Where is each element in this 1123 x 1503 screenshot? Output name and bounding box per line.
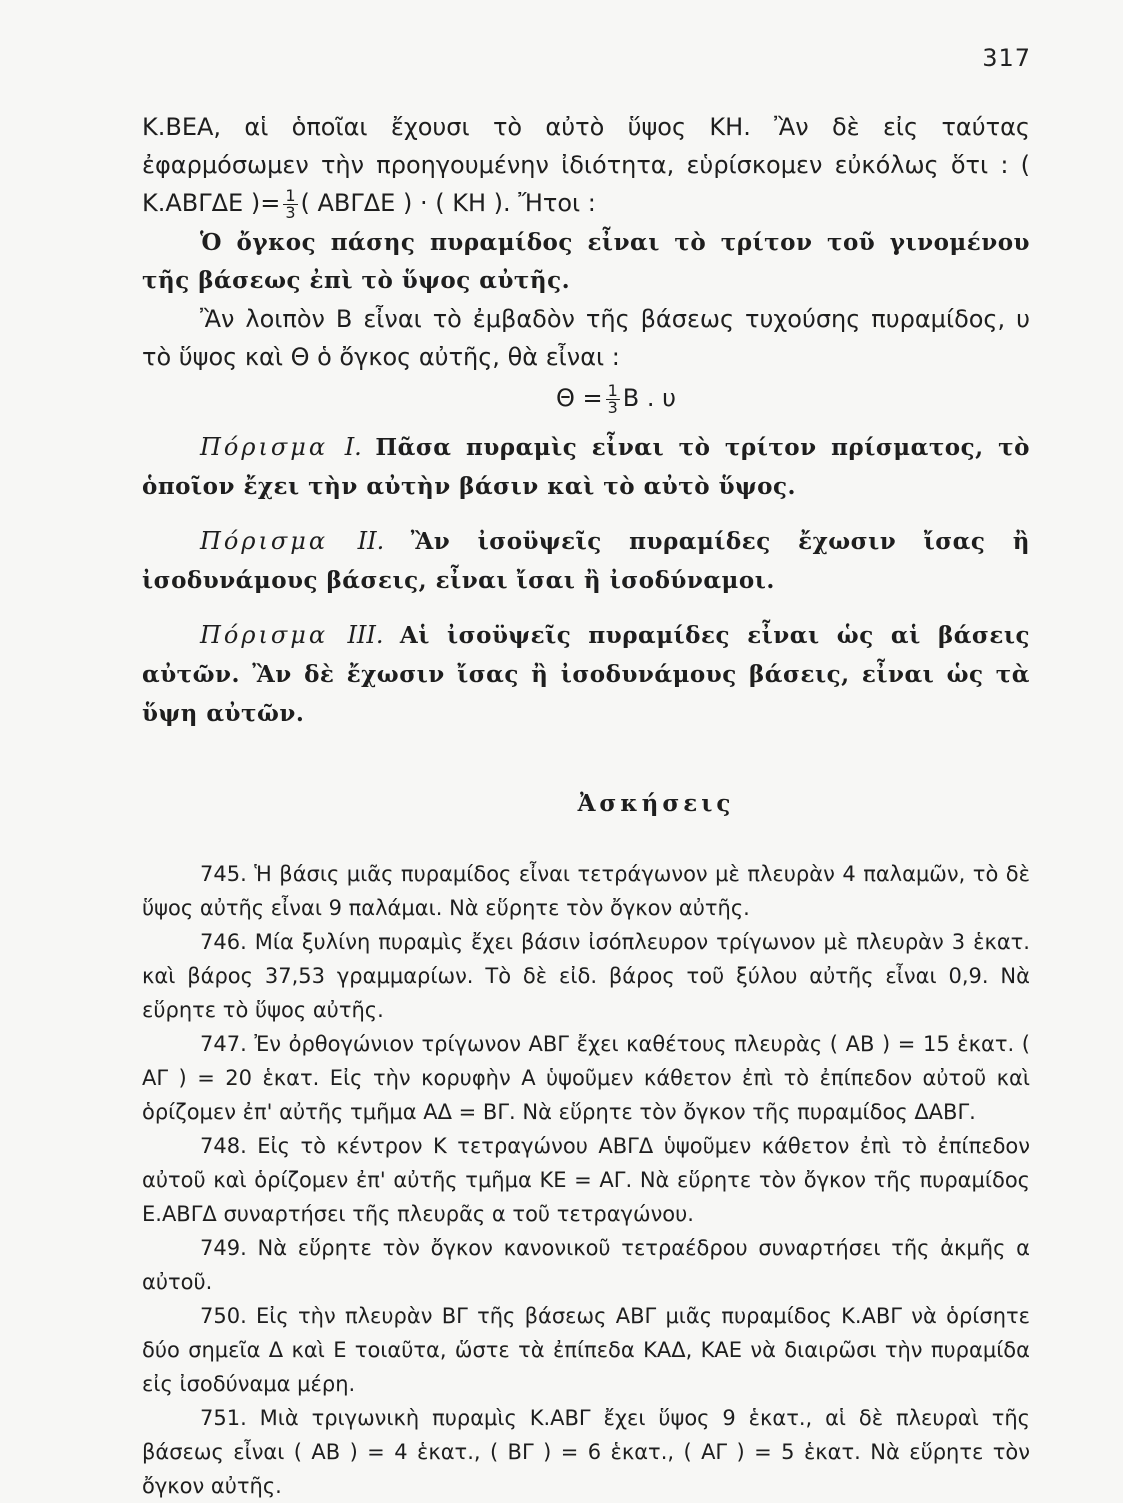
- corollary-label: [200, 527, 384, 555]
- exercise-item: 746. Μία ξυλίνη πυραμὶς ἔχει βάσιν ἰσόπλευρον τρίγωνον μὲ πλευρὰν 3 ἑκατ. καὶ βάρος 37,53 γραμμαρίων. Τὸ δὲ εἰδ. βάρος τοῦ ξύλου αὐτῆς εἶναι 0,9. Νὰ εὕρητε τὸ ὕψος αὐτῆς.: [142, 930, 1030, 1022]
- corollary-text: Αἱ ἰσοϋψεῖς πυραμίδες εἶναι ὡς αἱ βάσεις αὐτῶν. Ἂν δὲ ἔχωσιν ἴσας ἢ ἰσοδυνάμους βάσεις, εἶναι ὡς τὰ ὕψη αὐτῶν.: [142, 622, 1030, 727]
- intro-paragraph: [142, 108, 1030, 222]
- corollary-numeral: I.: [344, 433, 362, 461]
- fraction-numerator: 1: [285, 185, 296, 205]
- formula-right: Β . υ: [622, 384, 677, 412]
- formula-left: Θ =: [555, 384, 603, 412]
- corollary-text: Ἂν ἰσοϋψεῖς πυραμίδες ἔχωσιν ἴσας ἢ ἰσοδυνάμους βάσεις, εἶναι ἴσαι ἢ ἰσοδύναμοι.: [142, 528, 1030, 594]
- corollary-label: [200, 621, 384, 649]
- exercise-item: 747. Ἐν ὀρθογώνιον τρίγωνον ΑΒΓ ἔχει καθέτους πλευρὰς ( ΑΒ ) = 15 ἑκατ. ( ΑΓ ) = 20 ἑκατ. Εἰς τὴν κορυφὴν Α ὑψοῦμεν κάθετον ἐπὶ τὸ ἐπίπεδον αὐτοῦ καὶ ὁρίζομεν ἐπ' αὐτῆς τμῆμα ΑΔ = ΒΓ. Νὰ εὕρητε τὸν ὄγκον τῆς πυραμίδος ΔΑΒΓ.: [142, 1032, 1030, 1124]
- page-number: 317: [982, 44, 1031, 72]
- corollary-word: Πόρισμα: [200, 527, 329, 555]
- corollary-numeral: III.: [347, 621, 384, 649]
- exercise-item: 748. Εἰς τὸ κέντρον Κ τετραγώνου ΑΒΓΔ ὑψοῦμεν κάθετον ἐπὶ τὸ ἐπίπεδον αὐτοῦ καὶ ὁρίζομεν ἐπ' αὐτῆς τμῆμα ΚΕ = ΑΓ. Νὰ εὕρητε τὸν ὄγκον τῆς πυραμίδος Ε.ΑΒΓΔ συναρτήσει τῆς πλευρᾶς α τοῦ τετραγώνου.: [142, 1134, 1030, 1226]
- corollary-1: [142, 428, 1030, 506]
- formula-fraction-numerator: 1: [607, 380, 618, 400]
- fraction-one-third: [283, 185, 297, 222]
- exercise-item: 751. Μιὰ τριγωνικὴ πυραμὶς Κ.ΑΒΓ ἔχει ὕψος 9 ἑκατ., αἱ δὲ πλευραὶ τῆς βάσεως εἶναι ( ΑΒ ) = 4 ἑκατ., ( ΒΓ ) = 6 ἑκατ., ( ΑΓ ) = 5 ἑκατ. Νὰ εὕρητε τὸν ὄγκον αὐτῆς.: [142, 1406, 1030, 1498]
- exercise-list: [142, 857, 1030, 1503]
- formula-fraction-denominator: 3: [607, 397, 618, 417]
- corollary-3: [142, 616, 1030, 733]
- body-text: [142, 108, 1030, 1503]
- exercise-item: 750. Εἰς τὴν πλευρὰν ΒΓ τῆς βάσεως ΑΒΓ μιᾶς πυραμίδος Κ.ΑΒΓ νὰ ὁρίσητε δύο σημεῖα Δ καὶ Ε τοιαῦτα, ὥστε τὰ ἐπίπεδα ΚΑΔ, ΚΑΕ νὰ διαιρῶσι τὴν πυραμίδα εἰς ἰσοδύναμα μέρη.: [142, 1304, 1030, 1396]
- theorem-statement: Ὁ ὄγκος πάσης πυραμίδος εἶναι τὸ τρίτον τοῦ γινομένου τῆς βάσεως ἐπὶ τὸ ὕψος αὐτῆς.: [142, 229, 1030, 294]
- exercise-item: 749. Νὰ εὕρητε τὸν ὄγκον κανονικοῦ τετραέδρου συναρτήσει τῆς ἀκμῆς α αὐτοῦ.: [142, 1236, 1030, 1294]
- definition-paragraph: Ἂν λοιπὸν Β εἶναι τὸ ἐμβαδὸν τῆς βάσεως τυχούσης πυραμίδος, υ τὸ ὕψος καὶ Θ ὁ ὄγκος αὐτῆς, θὰ εἶναι :: [142, 305, 1030, 371]
- intro-formula-after: ( ΑΒΓΔΕ ) · ( ΚΗ ). Ἤτοι :: [300, 189, 596, 217]
- formula-fraction: [606, 380, 620, 417]
- fraction-denominator: 3: [285, 202, 296, 222]
- corollary-word: Πόρισμα: [200, 433, 329, 461]
- intro-formula-before: ὅτι : ( Κ.ΑΒΓΔΕ )=: [142, 151, 1030, 217]
- section-title-exercises: Ἀσκήσεις: [577, 790, 735, 817]
- exercise-item: 745. Ἡ βάσις μιᾶς πυραμίδος εἶναι τετράγωνον μὲ πλευρὰν 4 παλαμῶν, τὸ δὲ ὕψος αὐτῆς εἶναι 9 παλάμαι. Νὰ εὕρητε τὸν ὄγκον αὐτῆς.: [142, 862, 1030, 920]
- intro-line: Κ.ΒΕΑ, αἱ ὁποῖαι ἔχουσι τὸ αὐτὸ ὕψος ΚΗ. Ἂν δὲ εἰς ταύτας ἐφαρμόσωμεν τὴν προηγουμένην ἰδιότητα, εὑρίσκομεν εὐκόλως: [142, 113, 1030, 179]
- corollary-numeral: II.: [357, 527, 385, 555]
- volume-formula: [142, 378, 1030, 418]
- corollary-word: Πόρισμα: [200, 621, 329, 649]
- corollary-label: [200, 433, 362, 461]
- corollary-text: Πᾶσα πυραμὶς εἶναι τὸ τρίτον πρίσματος, τὸ ὁποῖον ἔχει τὴν αὐτὴν βάσιν καὶ τὸ αὐτὸ ὕψος.: [142, 434, 1030, 500]
- corollary-2: [142, 522, 1030, 600]
